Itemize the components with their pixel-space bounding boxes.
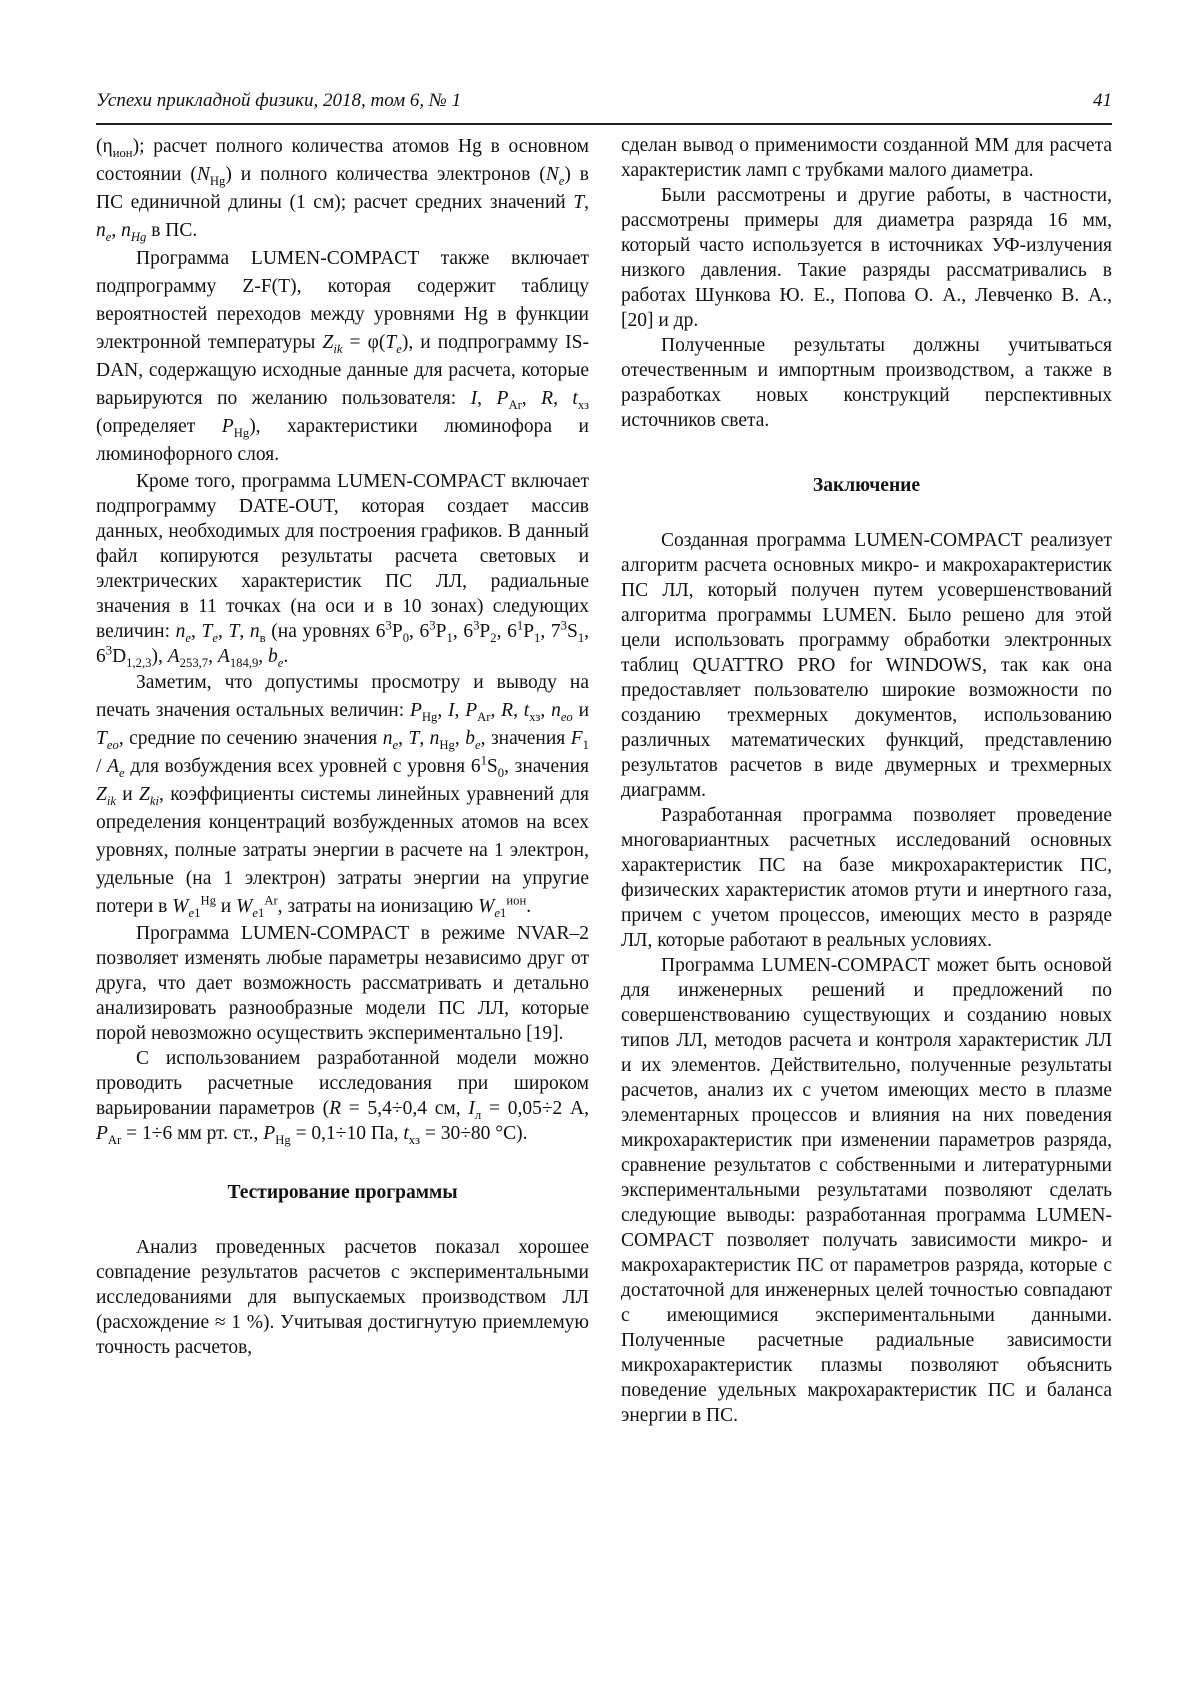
journal-title: Успехи прикладной физики, 2018, том 6, № 1 <box>96 90 461 111</box>
left-column <box>96 133 589 1360</box>
paragraph: Созданная программа LUMEN-COMPACT реализует алгоритм расчета основных микро- и макрохарактеристик ПС ЛЛ, который получен путем усовершенствований алгоритма программы LUMEN. Было решено для этой цели использовать программу обработки электронных таблиц QUATTRO PRO for WINDOWS, так как она предоставляет пользователю широкие возможности по созданию трехмерных документов, использованию различных математических функций, представлению результатов расчетов в виде двумерных и трехмерных диаграмм. <box>621 528 1112 803</box>
paragraph: Были рассмотрены и другие работы, в частности, рассмотрены примеры для диаметра разряда 16 мм, который часто используется в источниках УФ-излучения низкого давления. Такие разряды рассматривались в работах Шункова Ю. Е., Попова О. А., Левченко В. А., [20] и др. <box>621 183 1112 333</box>
paragraph: Разработанная программа позволяет проведение многовариантных расчетных исследований основных характеристик ПС на базе микрохарактеристик ПС, физических характеристик атомов ртути и инертного газа, причем с учетом процессов, имеющих место в разряде ЛЛ, которые работают в реальных условиях. <box>621 803 1112 953</box>
paragraph: Программа LUMEN-COMPACT также включает подпрограмму Z-F(T), которая содержит таблицу вероятностей переходов между уровнями Hg в функции электронной температуры Zik = φ(Te), и подпрограмму IS-DAN, содержащую исходные данные для расчета, которые варьируются по желанию пользователя: I, PAr, R, tхз (определяет PHg), характеристики люминофора и люминофорного слоя. <box>96 245 589 469</box>
paragraph: Программа LUMEN-COMPACT в режиме NVAR–2 позволяет изменять любые параметры независимо друг от друга, что дает возможность рассматривать и детально анализировать разнообразные модели ПС ЛЛ, которые порой невозможно осуществить экспериментально [19]. <box>96 921 589 1046</box>
paragraph: Анализ проведенных расчетов показал хорошее совпадение результатов расчетов с экспериментальными исследованиями для выпускаемых производством ЛЛ (расхождение ≈ 1 %). Учитывая достигнутую приемлемую точность расчетов, <box>96 1235 589 1360</box>
running-header <box>96 90 1112 112</box>
page-number: 41 <box>1093 90 1112 112</box>
section-heading-conclusion: Заключение <box>621 473 1112 498</box>
paragraph: Заметим, что допустимы просмотру и выводу на печать значения остальных величин: PHg, I, PAr, R, tхз, neo и Teo, средние по сечению значения ne, T, nHg, be, значения F1 / Ae для возбуждения всех уровней с уровня 61S0, значения Zik и Zki, коэффициенты системы линейных уравнений для определения концентраций возбужденных атомов на всех уровнях, полные затраты энергии в расчете на 1 электрон, удельные (на 1 электрон) затраты энергии на упругие потери в We1Hg и We1Ar, затраты на ионизацию We1ион. <box>96 669 589 921</box>
paragraph: Кроме того, программа LUMEN-COMPACT включает подпрограмму DATE-OUT, которая создает массив данных, необходимых для построения графиков. В данный файл копируются результаты расчета световых и электрических характеристик ПС ЛЛ, радиальные значения в 11 точках (на оси и в 10 зонах) следующих величин: ne, Te, T, nв (на уровнях 63P0, 63P1, 63P2, 61P1, 73S1, 63D1,2,3), A253,7, A184,9, be. <box>96 469 589 669</box>
right-column <box>621 133 1112 1428</box>
header-rule <box>96 123 1112 125</box>
paragraph: Полученные результаты должны учитываться отечественным и импортным производством, а также в разработках новых конструкций перспективных источников света. <box>621 333 1112 433</box>
paragraph: сделан вывод о применимости созданной ММ для расчета характеристик ламп с трубками малого диаметра. <box>621 133 1112 183</box>
paragraph: (ηион); расчет полного количества атомов Hg в основном состоянии (NHg) и полного количества электронов (Ne) в ПС единичной длины (1 см); расчет средних значений T, ne, nHg в ПС. <box>96 133 589 245</box>
paragraph: Программа LUMEN-COMPACT может быть основой для инженерных решений и предложений по совершенствованию существующих и созданию новых типов ЛЛ, методов расчета и контроля характеристик ЛЛ и их элементов. Действительно, полученные результаты расчетов, анализ их с учетом имеющих место в плазме элементарных процессов и влияния на них поведения микрохарактеристик при изменении параметров разряда, сравнение результатов с собственными и литературными экспериментальными результатами позволяют сделать следующие выводы: разработанная программа LUMEN-COMPACT позволяет получать зависимости микро- и макрохарактеристик ПС от параметров разряда, которые с достаточной для инженерных целей точностью совпадают с имеющимися экспериментальными данными. Полученные расчетные радиальные зависимости микрохарактеристик плазмы позволяют объяснить поведение удельных макрохарактеристик ПС и баланса энергии в ПС. <box>621 953 1112 1428</box>
section-heading-testing: Тестирование программы <box>96 1180 589 1205</box>
paragraph: С использованием разработанной модели можно проводить расчетные исследования при широком варьировании параметров (R = 5,4÷0,4 см, Iл = 0,05÷2 А, PAr = 1÷6 мм рт. ст., PHg = 0,1÷10 Па, tхз = 30÷80 °С). <box>96 1046 589 1146</box>
